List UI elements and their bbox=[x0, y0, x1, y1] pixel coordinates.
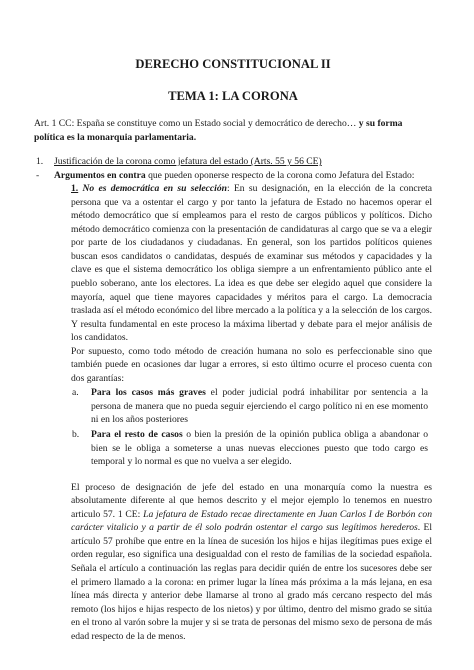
paragraph-designation bbox=[71, 481, 432, 644]
bullet-dash: - bbox=[36, 169, 40, 181]
article-57-quote: La jefatura de Estado recae directamente en Juan Carlos I de Borbón con carácter vitalicio y a partir de él solo podrán ostentar el cargo sus legítimos herederos bbox=[71, 508, 432, 534]
article-intro-bold: y su forma política es la monarquia parlamentaria. bbox=[34, 118, 403, 143]
body-block bbox=[34, 182, 432, 385]
guarantee-a-bold: Para los casos más graves bbox=[91, 387, 206, 399]
guarantee-b-text: o bien la presión de la opinión publica obliga a abandonar o bien se le obliga a someterse a unas nuevas elecciones puesto que todo cargo es temporal y lo normal es que no vuelva a ser elegido. bbox=[91, 429, 428, 468]
argument-paragraph-1 bbox=[71, 182, 432, 345]
argument-body: : En su designación, en la elección de la concreta persona que va a ostentar el cargo y por tanto la jefatura de Estado no hacemos operar el método democrático que sí empleamos para el resto de cargos públicos y políticos. Dicho método democrático comienza con la presentación de candidaturas al cargo que se va a elegir por parte de los ciudadanos y ciudadanas. En general, son los partidos políticos quienes buscan esos candidatos o candidatas, después de examinar sus métodos y capacidades y la clave es que el sistema democrático los obliga siempre a un enfrentamiento público ante el pueblo soberano, ante los electores. La idea es que debe ser elegido aquel que considere la mayoría, aquel que tiene mayores capacidades y méritos para el cargo. La democracia traslada así el método económico del libre mercado a la política y a la selección de los cargos. Y resulta fundamental en este proceso la máxima libertad y debate para el mejor análisis de los candidatos. bbox=[71, 183, 433, 344]
section-heading-1 bbox=[36, 155, 432, 169]
article-intro-text: Art. 1 CC: España se constituye como un Estado social y democrático de derecho… bbox=[34, 118, 359, 129]
guarantee-a-marker: a. bbox=[72, 387, 79, 399]
argument-number: 1. bbox=[71, 183, 79, 195]
article-intro bbox=[34, 117, 432, 144]
section-number: 1. bbox=[36, 156, 44, 168]
arguments-heading-text: que pueden oponerse respecto de la corona como Jefatura del Estado: bbox=[145, 169, 415, 181]
guarantee-a-text: el poder judicial podrá inhabilitar por sentencia a la persona de manera que no pueda seguir ejerciendo el cargo político ni en ese momento ni en los años posteriores bbox=[91, 387, 429, 426]
topic-title: TEMA 1: LA CORONA bbox=[168, 89, 298, 103]
body-block-2 bbox=[34, 481, 432, 644]
arguments-heading-bold: Argumentos en contra bbox=[54, 169, 146, 181]
guarantee-a bbox=[34, 386, 432, 427]
guarantee-b-bold: Para el resto de casos bbox=[91, 429, 183, 441]
guarantee-b bbox=[34, 428, 432, 469]
paragraph-designation-start: El proceso de designación de jefe del estado en una monarquía como la nuestra es absolutamente diferente al que hemos descrito y el mejor ejemplo lo tenemos en nuestro articulo 57. 1 CE: bbox=[71, 481, 432, 520]
guarantee-b-marker: b. bbox=[72, 429, 80, 441]
arguments-heading bbox=[36, 169, 432, 183]
section-heading-text: Justificación de la corona como jefatura del estado (Arts. 55 y 56 CE) bbox=[54, 156, 322, 168]
document-title: DERECHO CONSTITUCIONAL II bbox=[135, 57, 331, 71]
paragraph-designation-end: . El artículo 57 prohíbe que entre en la línea de sucesión los hijos e hijas ilegítimas pues exige el orden regular, eso significa una desigualdad con el resto de familias de la sociedad española. Señala el artículo a continuación las reglas para decidir quién de entre los sucesores debe ser el primero llamado a la corona: en primer lugar la línea más próxima a la más lejana, en esa línea más directa y anterior debe llamarse al trono al grado más cercano respecto del más remoto (los hijos e hijas respecto de los nietos) y por último, dentro del mismo grado se sitúa en el trono al varón sobre la mujer y si se trata de personas del mismo sexo de persona de más edad respecto de la de menos. bbox=[71, 522, 432, 642]
argument-heading: No es democrática en su selección bbox=[78, 183, 227, 195]
paragraph-guarantees: Por supuesto, como todo método de creación humana no solo es perfeccionable sino que también puede en ocasiones dar lugar a errores, si esto último ocurre el proceso cuenta con dos garantías: bbox=[71, 345, 432, 384]
